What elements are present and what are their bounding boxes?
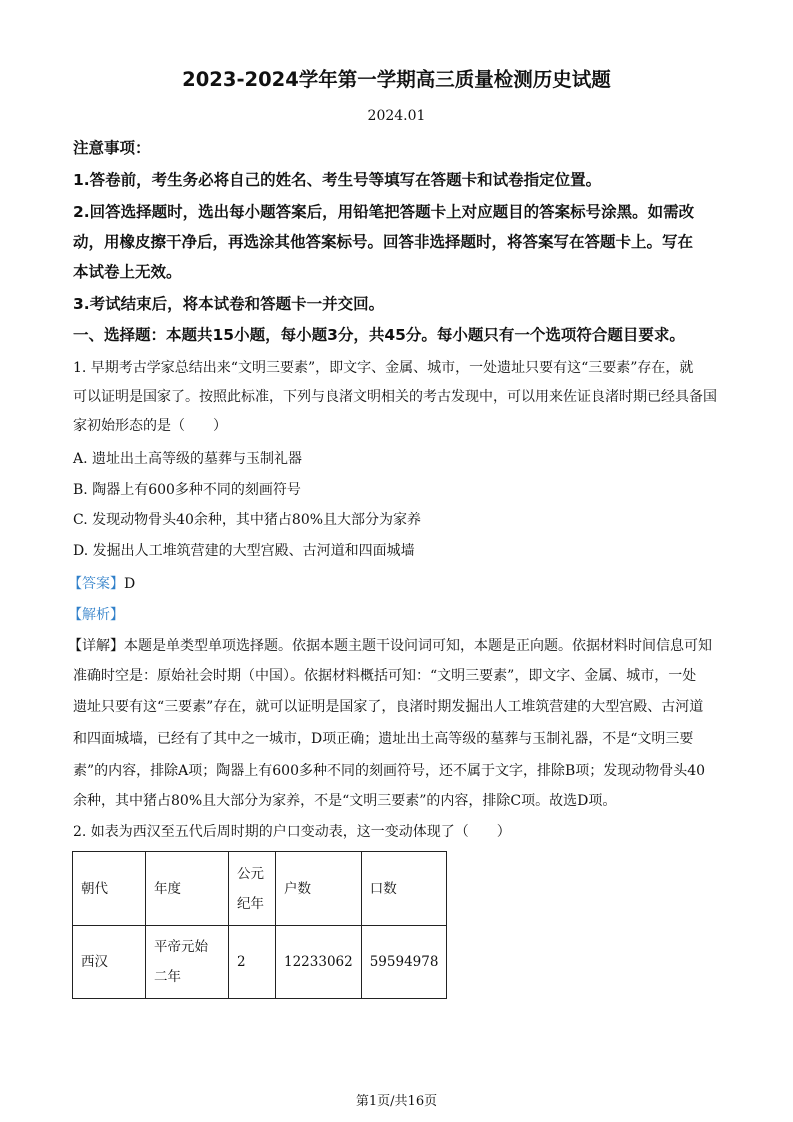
- household-table: [72, 851, 447, 999]
- q1-option-d: D. 发掘出人工堆筑营建的大型宫殿、古河道和四面城墙: [73, 543, 415, 559]
- page-title: 2023-2024学年第一学期高三质量检测历史试题: [182, 68, 611, 91]
- table-cell: 59594978: [361, 926, 447, 999]
- notes-heading: 注意事项：: [73, 139, 151, 157]
- detail-line: 和四面城墙，已经有了其中之一城市，D项正确；遗址出土高等级的墓葬与玉制礼器，不是“文明三要: [73, 731, 694, 747]
- header-cell: 朝代: [73, 852, 146, 926]
- header-cell: 年度: [146, 852, 229, 926]
- q1-stem: 1. 早期考古学家总结出来“文明三要素”，即文字、金属、城市，一处遗址只要有这“三要素”存在，就: [73, 360, 694, 376]
- q1-option-b: B. 陶器上有600多种不同的刻画符号: [73, 482, 301, 498]
- detail-line: 遗址只要有这“三要素”存在，就可以证明是国家了，良渚时期发掘出人工堆筑营建的大型宫殿、古河道: [73, 699, 704, 715]
- analysis-label: 【解析】: [68, 607, 124, 623]
- q1-answer: [68, 574, 135, 594]
- table-cell: 西汉: [73, 926, 146, 999]
- header-cell: 户数: [276, 852, 362, 926]
- detail-line: 素”的内容，排除A项；陶器上有600多种不同的刻画符号，还不属于文字，排除B项；发现动物骨头40: [73, 763, 706, 779]
- header-cell: 口数: [361, 852, 447, 926]
- q1-stem: 可以证明是国家了。按照此标准，下列与良渚文明相关的考古发现中，可以用来佐证良渚时期已经具备国: [73, 389, 717, 405]
- section-heading: 一、选择题：本题共15小题，每小题3分，共45分。每小题只有一个选项符合题目要求。: [73, 326, 685, 344]
- detail-label: 【详解】: [68, 638, 124, 654]
- q1-option-a: A. 遗址出土高等级的墓葬与玉制礼器: [73, 451, 303, 467]
- answer-label: 【答案】: [68, 576, 124, 592]
- table-cell: 12233062: [276, 926, 362, 999]
- q1-option-c: C. 发现动物骨头40余种，其中猪占80%且大部分为家养: [73, 512, 422, 528]
- page-footer: 第1页/共16页: [355, 1094, 438, 1109]
- detail-line: 本题是单类型单项选择题。依据本题主题干设问词可知，本题是正向题。依据材料时间信息可知: [124, 638, 712, 654]
- detail-line: 准确时空是：原始社会时期（中国）。依据材料概括可知：“文明三要素”，即文字、金属、城市，一处: [73, 668, 697, 684]
- q1-detail: [68, 636, 712, 656]
- q2-stem: 2. 如表为西汉至五代后周时期的户口变动表，这一变动体现了（ ）: [73, 824, 511, 840]
- exam-date: 2024.01: [367, 108, 426, 124]
- note-line: 动，用橡皮擦干净后，再选涂其他答案标号。回答非选择题时，将答案写在答题卡上。写在: [73, 233, 694, 251]
- header-cell: 公元纪年: [229, 852, 276, 926]
- table-cell: 平帝元始二年: [146, 926, 229, 999]
- answer-value: D: [124, 576, 136, 592]
- note-line: 1.答卷前，考生务必将自己的姓名、考生号等填写在答题卡和试卷指定位置。: [73, 171, 602, 189]
- note-line: 3.考试结束后，将本试卷和答题卡一并交回。: [73, 295, 385, 313]
- note-line: 本试卷上无效。: [73, 263, 182, 281]
- table-header-row: [73, 852, 447, 926]
- note-line: 2.回答选择题时，选出每小题答案后，用铅笔把答题卡上对应题目的答案标号涂黑。如需改: [73, 203, 695, 221]
- q1-stem: 家初始形态的是（ ）: [73, 418, 227, 434]
- table-row: [73, 926, 447, 999]
- detail-line: 余种，其中猪占80%且大部分为家养，不是“文明三要素”的内容，排除C项。故选D项。: [73, 793, 617, 809]
- table-cell: 2: [229, 926, 276, 999]
